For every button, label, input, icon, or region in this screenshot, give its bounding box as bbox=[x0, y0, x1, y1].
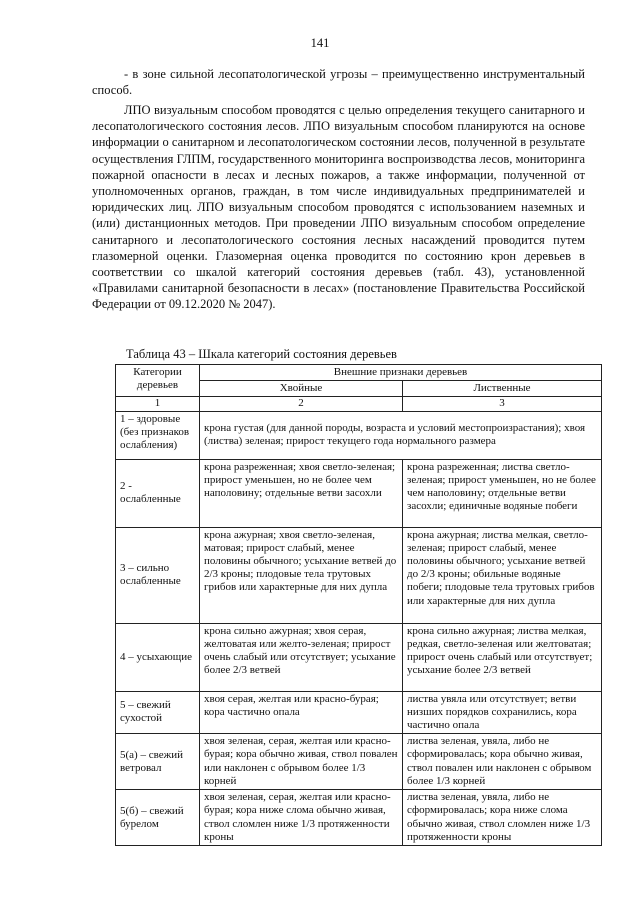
table-row bbox=[116, 734, 602, 790]
conifer-cell: хвоя серая, желтая или красно-бурая; кора частично опала bbox=[200, 691, 403, 734]
table-row bbox=[116, 527, 602, 623]
table-row bbox=[116, 790, 602, 846]
paragraph-text: ЛПО визуальным способом проводятся с целью определения текущего санитарного и лесопатологического состояния лесов. ЛПО визуальным способом планируются на основе информации о санитарном и лесопатологическом состоянии лесов, полученной в результате осуществления ГЛПМ, государственного мониторинга воспроизводства лесов, мониторинга пожарной опасности в лесах и лесных пожаров, а также информации, полученной от уполномоченных органов, граждан, в том числе индивидуальных предпринимателей и юридических лиц. ЛПО визуальным способом проводятся с использованием наземных и (или) дистанционных методов. При проведении ЛПО визуальным способом определение санитарного и лесопатологического состояния лесных насаждений проводится путем глазомерной оценки. Глазомерная оценка проводится по состоянию крон деревьев в соответствии со шкалой категорий состояния деревьев (табл. 43), установленной «Правилами санитарной безопасности в лесах» (постановление Правительства Российской Федерации от 09.12.2020 № 2047). bbox=[92, 103, 585, 312]
table-caption: Таблица 43 – Шкала категорий состояния деревьев bbox=[126, 347, 397, 361]
category-cell: 5(а) – свежий ветровал bbox=[116, 734, 200, 790]
conifer-cell: хвоя зеленая, серая, желтая или красно-бурая; кора обычно живая, ствол повален или наклонен с обрывом более 1/3 корней bbox=[200, 734, 403, 790]
category-cell: 3 – сильно ослабленные bbox=[116, 527, 200, 623]
conifer-cell: крона ажурная; хвоя светло-зеленая, матовая; прирост слабый, менее половины обычного; усыхание ветвей до 2/3 кроны; плодовые тела трутовых грибов или характерные для них дупла bbox=[200, 527, 403, 623]
deciduous-cell: крона сильно ажурная; листва мелкая, редкая, светло-зеленая или желтоватая; прирост очень слабый или отсутствует; усыхание более 2/3 ветвей bbox=[403, 623, 602, 691]
category-cell: 5(б) – свежий бурелом bbox=[116, 790, 200, 846]
category-cell: 1 – здоровые (без признаков ослабления) bbox=[116, 411, 200, 459]
header-external-signs: Внешние признаки деревьев bbox=[200, 365, 602, 381]
page-number: 141 bbox=[310, 36, 330, 50]
deciduous-cell: крона разреженная; листва светло-зеленая; прирост уменьшен, но не более чем наполовину; отдельные ветви засохли; единичные водяные побеги bbox=[403, 459, 602, 527]
conifer-cell: крона разреженная; хвоя светло-зеленая; прирост уменьшен, но не более чем наполовину; отдельные ветви засохли bbox=[200, 459, 403, 527]
header-number-3: 3 bbox=[403, 397, 602, 411]
deciduous-cell: листва зеленая, увяла, либо не сформировалась; кора обычно живая, ствол повален или наклонен с обрывом более 1/3 корней bbox=[403, 734, 602, 790]
header-deciduous: Лиственные bbox=[403, 381, 602, 397]
deciduous-cell: листва зеленая, увяла, либо не сформировалась; кора ниже слома обычно живая, ствол сломлен ниже 1/3 протяженности кроны bbox=[403, 790, 602, 846]
paragraph-text: - в зоне сильной лесопатологической угрозы – преимущественно инструментальный способ. bbox=[92, 67, 585, 98]
table-row bbox=[116, 691, 602, 734]
deciduous-cell: крона ажурная; листва мелкая, светло-зеленая; прирост слабый, менее половины обычного; усыхание ветвей до 2/3 кроны; обильные водяные побеги; плодовые тела трутовых грибов или характерные для них дупла bbox=[403, 527, 602, 623]
paragraph-lpo-visual bbox=[92, 102, 585, 313]
table-row bbox=[116, 459, 602, 527]
header-category: Категории деревьев bbox=[116, 365, 200, 397]
conifer-cell: хвоя зеленая, серая, желтая или красно-бурая; кора ниже слома обычно живая, ствол сломлен ниже 1/3 протяженности кроны bbox=[200, 790, 403, 846]
paragraph-lesser-threat bbox=[92, 66, 585, 98]
header-conifer: Хвойные bbox=[200, 381, 403, 397]
table-row bbox=[116, 411, 602, 459]
header-number-1: 1 bbox=[116, 397, 200, 411]
category-cell: 4 – усыхающие bbox=[116, 623, 200, 691]
category-cell: 5 – свежий сухостой bbox=[116, 691, 200, 734]
header-number-2: 2 bbox=[200, 397, 403, 411]
table-row bbox=[116, 623, 602, 691]
category-cell: 2 - ослабленные bbox=[116, 459, 200, 527]
conifer-cell: крона сильно ажурная; хвоя серая, желтоватая или желто-зеленая; прирост очень слабый или отсутствует; усыхание более 2/3 ветвей bbox=[200, 623, 403, 691]
deciduous-cell: листва увяла или отсутствует; ветви низших порядков сохранились, кора частично опала bbox=[403, 691, 602, 734]
tree-condition-table bbox=[115, 364, 602, 846]
merged-signs-cell: крона густая (для данной породы, возраста и условий местопроизрастания); хвоя (листва) зеленая; прирост текущего года нормального размера bbox=[200, 411, 602, 459]
